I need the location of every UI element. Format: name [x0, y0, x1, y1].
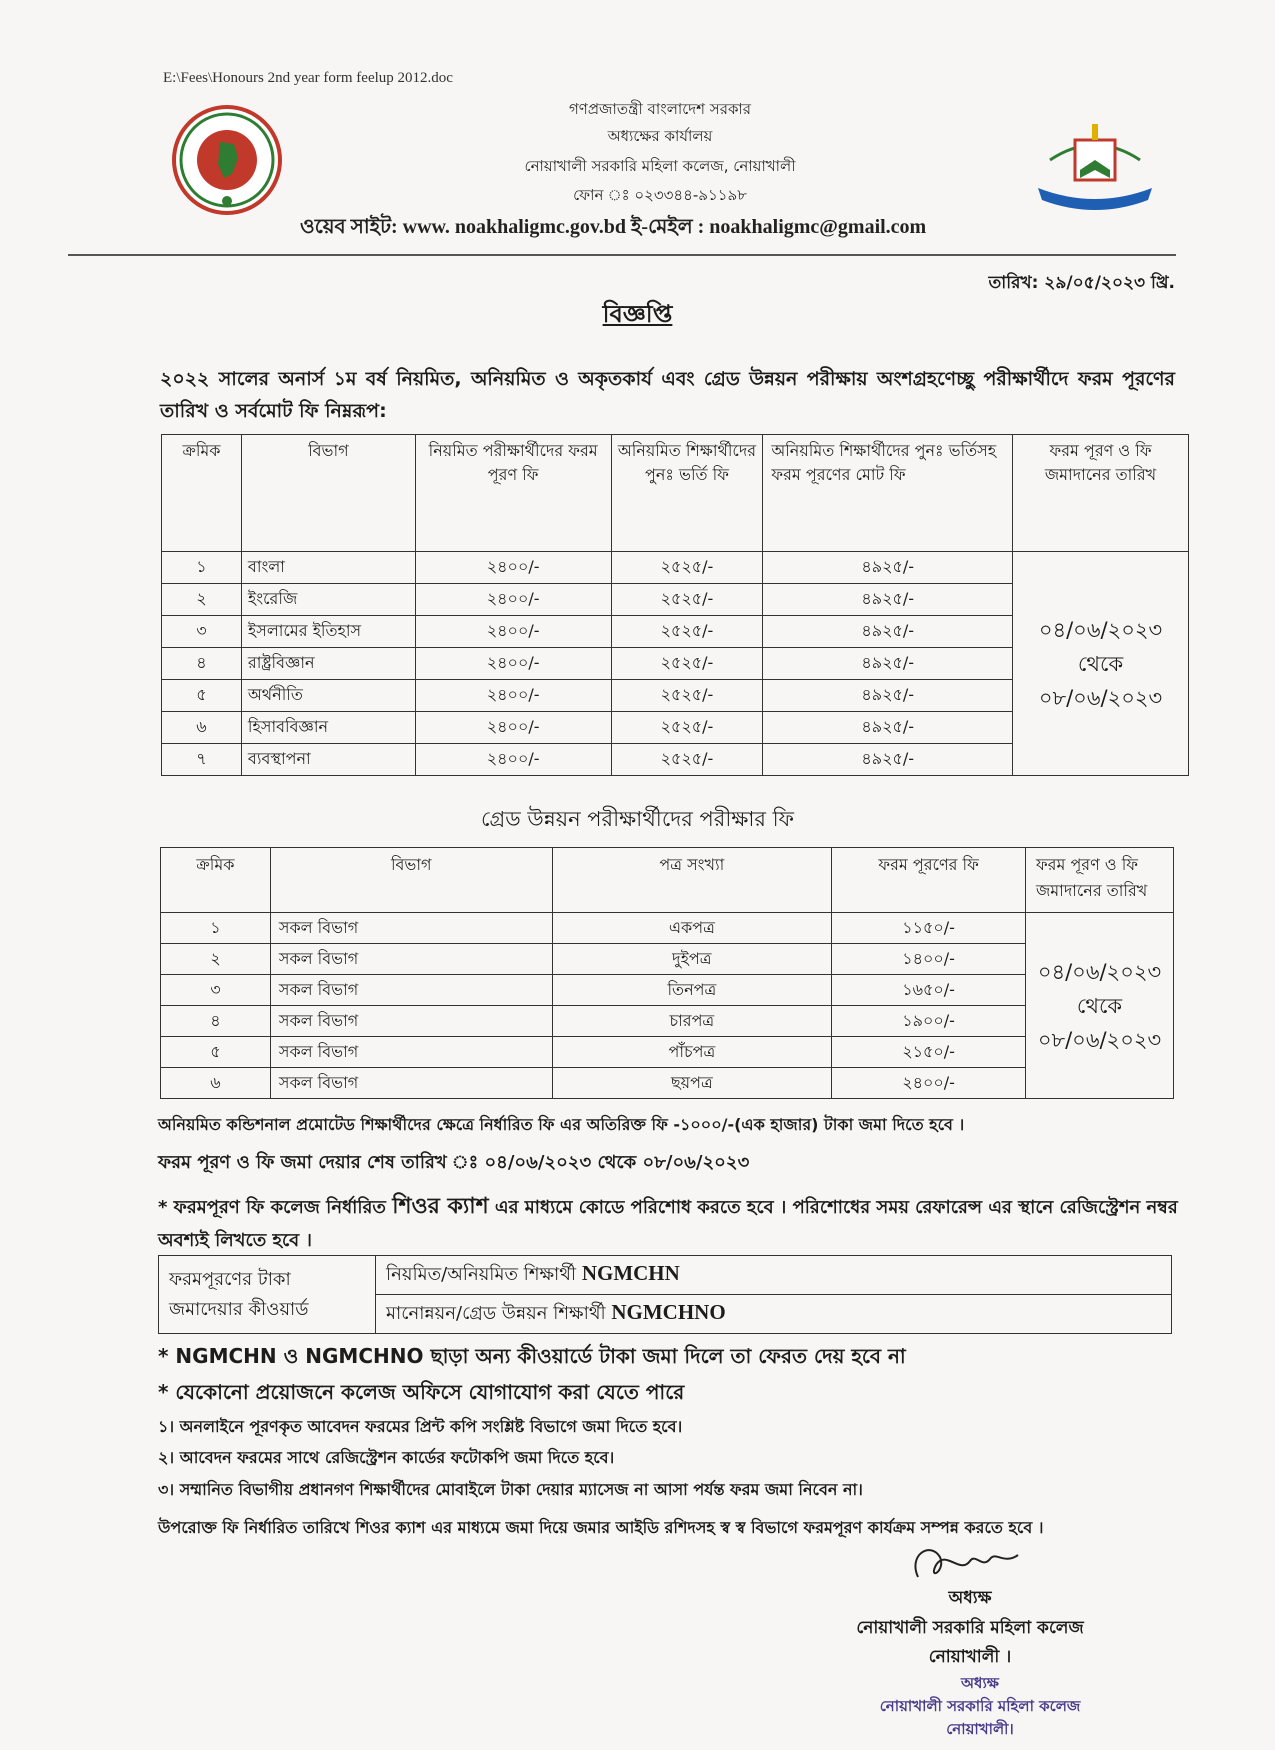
col-date: ফরম পূরণ ও ফি জমাদানের তারিখ	[1025, 848, 1173, 913]
col-readmission-fee: অনিয়মিত শিক্ষার্থীদের পুনঃ ভর্তি ফি	[611, 435, 763, 552]
cell-form-fee: ১৪০০/-	[832, 944, 1026, 975]
cell-form-fee: ২৪০০/-	[832, 1068, 1026, 1099]
stamp-title: অধ্যক্ষ	[961, 1674, 999, 1692]
col-form-fee: ফরম পূরণের ফি	[832, 848, 1026, 913]
table-row	[162, 552, 1189, 584]
cell-paper-count: তিনপত্র	[552, 975, 832, 1006]
website-email: ওয়েব সাইট: www. noakhaligmc.gov.bd ই-মেইল : noakhaligmc@gmail.com	[300, 216, 927, 238]
keyword-table	[158, 1255, 1172, 1334]
col-total-fee: অনিয়মিত শিক্ষার্থীদের পুনঃ ভর্তিসহ ফরম পূরণের মোট ফি	[763, 435, 1013, 552]
file-path: E:\Fees\Honours 2nd year form feelup 2012.doc	[163, 70, 453, 86]
cell-total-fee: ৪৯২৫/-	[763, 648, 1013, 680]
grade-improvement-title: গ্রেড উন্নয়ন পরীক্ষার্থীদের পরীক্ষার ফি	[480, 807, 795, 831]
regular-fee-table	[161, 434, 1189, 776]
table-row	[161, 1068, 1174, 1099]
cell-readmission-fee: ২৫২৫/-	[611, 744, 763, 776]
col-serial: ক্রমিক	[162, 435, 242, 552]
cell-department: সকল বিভাগ	[270, 944, 552, 975]
cell-serial: ৬	[161, 1068, 271, 1099]
table-row	[161, 1037, 1174, 1068]
cell-readmission-fee: ২৫২৫/-	[611, 712, 763, 744]
header-divider	[68, 254, 1176, 256]
cell-total-fee: ৪৯২৫/-	[763, 616, 1013, 648]
keyword-warning: * NGMCHN ও NGMCHNO ছাড়া অন্য কীওয়ার্ডে টাকা জমা দিলে তা ফেরত দেয় হবে না	[158, 1344, 906, 1368]
notice-title: বিজ্ঞপ্তি	[602, 300, 673, 328]
cell-serial: ৬	[162, 712, 242, 744]
list-item: ১। অনলাইনে পূরণকৃত আবেদন ফরমের প্রিন্ট কপি সংশ্লিষ্ট বিভাগে জমা দিতে হবে।	[158, 1417, 683, 1436]
cell-total-fee: ৪৯২৫/-	[763, 712, 1013, 744]
cell-serial: ৫	[162, 680, 242, 712]
signature-place: নোয়াখালী ।	[928, 1647, 1012, 1667]
table-row	[161, 1006, 1174, 1037]
cell-readmission-fee: ২৫২৫/-	[611, 552, 763, 584]
grade-improvement-table	[160, 847, 1174, 1099]
cell-department: ইংরেজি	[241, 584, 415, 616]
cell-department: সকল বিভাগ	[270, 975, 552, 1006]
keyword-regular: নিয়মিত/অনিয়মিত শিক্ষার্থী NGMCHN	[376, 1256, 1172, 1295]
cell-total-fee: ৪৯২৫/-	[763, 552, 1013, 584]
cell-form-fee: ১৬৫০/-	[832, 975, 1026, 1006]
table-row	[161, 975, 1174, 1006]
cell-serial: ৫	[161, 1037, 271, 1068]
notice-intro: ২০২২ সালের অনার্স ১ম বর্ষ নিয়মিত, অনিয়মিত ও অকৃতকার্য এবং গ্রেড উন্নয়ন পরীক্ষায় অংশগ্রহণেচ্ছু পরীক্ষার্থীদে ফরম পূরণের তারিখ ও সর্বমোট ফি নিম্নরূপ:	[160, 368, 1175, 422]
cell-department: হিসাববিজ্ঞান	[241, 712, 415, 744]
cell-paper-count: একপত্র	[552, 913, 832, 944]
cell-serial: ৩	[162, 616, 242, 648]
cell-serial: ১	[162, 552, 242, 584]
payment-instruction: * ফরমপূরণ ফি কলেজ নির্ধারিত শিওর ক্যাশ এর মাধ্যমে কোডে পরিশোধ করতে হবে । পরিশোধের সময় রেফারেন্স এর স্থানে রেজিস্ট্রেশন নম্বর অবশ্যই লিখতে হবে ।	[158, 1194, 1178, 1251]
list-item: ২। আবেদন ফরমের সাথে রেজিস্ট্রেশন কার্ডের ফটোকপি জমা দিতে হবে।	[158, 1448, 615, 1467]
col-department: বিভাগ	[241, 435, 415, 552]
college-emblem-icon	[1030, 100, 1160, 220]
cell-serial: ৩	[161, 975, 271, 1006]
bangladesh-govt-seal	[168, 104, 286, 216]
contact-office-note: * যেকোনো প্রয়োজনে কলেজ অফিসে যোগাযোগ করা যেতে পারে	[158, 1380, 685, 1404]
notice-date: তারিখ: ২৯/০৫/২০২৩ খ্রি.	[988, 273, 1175, 293]
cell-department: সকল বিভাগ	[270, 1068, 552, 1099]
cell-department: ব্যবস্থাপনা	[241, 744, 415, 776]
list-item: ৩। সম্মানিত বিভাগীয় প্রধানগণ শিক্ষার্থীদের মোবাইলে টাকা দেয়ার ম্যাসেজ না আসা পর্যন্ত ফরম জমা নিবেন না।	[158, 1480, 863, 1499]
cell-serial: ৭	[162, 744, 242, 776]
cell-serial: ২	[162, 584, 242, 616]
cell-paper-count: ছয়পত্র	[552, 1068, 832, 1099]
cell-paper-count: দুইপত্র	[552, 944, 832, 975]
cell-department: ইসলামের ইতিহাস	[241, 616, 415, 648]
cell-serial: ২	[161, 944, 271, 975]
cell-form-fee: ২১৫০/-	[832, 1037, 1026, 1068]
col-regular-fee: নিয়মিত পরীক্ষার্থীদের ফরম পূরণ ফি	[415, 435, 611, 552]
cell-paper-count: চারপত্র	[552, 1006, 832, 1037]
cell-serial: ৪	[162, 648, 242, 680]
table-header-row	[161, 848, 1174, 913]
table-header-row	[162, 435, 1189, 552]
col-date: ফরম পূরণ ও ফি জমাদানের তারিখ	[1013, 435, 1189, 552]
cell-regular-fee: ২৪০০/-	[415, 552, 611, 584]
cell-date-range: ০৪/০৬/২০২৩ থেকে ০৮/০৬/২০২৩	[1025, 913, 1173, 1099]
cell-regular-fee: ২৪০০/-	[415, 616, 611, 648]
cell-regular-fee: ২৪০০/-	[415, 648, 611, 680]
keyword-improvement: মানোন্নয়ন/গ্রেড উন্নয়ন শিক্ষার্থী NGMCHNO	[376, 1295, 1172, 1334]
col-serial: ক্রমিক	[161, 848, 271, 913]
cell-department: সকল বিভাগ	[270, 1037, 552, 1068]
cell-department: অর্থনীতি	[241, 680, 415, 712]
final-instruction: উপরোক্ত ফি নির্ধারিত তারিখে শিওর ক্যাশ এর মাধ্যমে জমা দিয়ে জমার আইডি রশিদসহ স্ব স্ব বিভাগে ফরমপূরণ কার্যক্রম সম্পন্ন করতে হবে ।	[158, 1518, 1044, 1537]
cell-paper-count: পাঁচপত্র	[552, 1037, 832, 1068]
stamp-college: নোয়াখালী সরকারি মহিলা কলেজ	[879, 1697, 1081, 1715]
cell-form-fee: ১১৫০/-	[832, 913, 1026, 944]
cell-department: রাষ্ট্রবিজ্ঞান	[241, 648, 415, 680]
cell-total-fee: ৪৯২৫/-	[763, 744, 1013, 776]
col-department: বিভাগ	[270, 848, 552, 913]
govt-name: গণপ্রজাতন্ত্রী বাংলাদেশ সরকার	[568, 100, 752, 118]
cell-readmission-fee: ২৫২৫/-	[611, 648, 763, 680]
cell-form-fee: ১৯০০/-	[832, 1006, 1026, 1037]
cell-regular-fee: ২৪০০/-	[415, 744, 611, 776]
cell-total-fee: ৪৯২৫/-	[763, 584, 1013, 616]
extra-fee-note: অনিয়মিত কন্ডিশনাল প্রমোটেড শিক্ষার্থীদের ক্ষেত্রে নির্ধারিত ফি এর অতিরিক্ত ফি -১০০০/-(এক হাজার) টাকা জমা দিতে হবে ।	[158, 1115, 965, 1134]
cell-total-fee: ৪৯২৫/-	[763, 680, 1013, 712]
principal-title: অধ্যক্ষ	[948, 1588, 992, 1608]
stamp-place: নোয়াখালী।	[946, 1720, 1014, 1738]
cell-department: বাংলা	[241, 552, 415, 584]
last-date-note: ফরম পূরণ ও ফি জমা দেয়ার শেষ তারিখ ঃ ০৪/০৬/২০২৩ থেকে ০৮/০৬/২০২৩	[158, 1152, 750, 1173]
cell-readmission-fee: ২৫২৫/-	[611, 680, 763, 712]
cell-department: সকল বিভাগ	[270, 1006, 552, 1037]
sure-cash-label: শিওর ক্যাশ	[392, 1194, 489, 1219]
office-name: অধ্যক্ষের কার্যালয়	[607, 127, 713, 145]
phone-number: ফোন ঃ ০২৩৩৪৪-৯১১৯৮	[573, 186, 747, 204]
table-row	[161, 913, 1174, 944]
cell-regular-fee: ২৪০০/-	[415, 712, 611, 744]
cell-department: সকল বিভাগ	[270, 913, 552, 944]
college-name: নোয়াখালী সরকারি মহিলা কলেজ, নোয়াখালী	[524, 157, 796, 175]
signature-college: নোয়াখালী সরকারি মহিলা কলেজ	[856, 1618, 1084, 1638]
cell-readmission-fee: ২৫২৫/-	[611, 584, 763, 616]
cell-regular-fee: ২৪০০/-	[415, 680, 611, 712]
cell-serial: ৪	[161, 1006, 271, 1037]
table-row	[161, 944, 1174, 975]
cell-regular-fee: ২৪০০/-	[415, 584, 611, 616]
cell-serial: ১	[161, 913, 271, 944]
cell-date-range: ০৪/০৬/২০২৩ থেকে ০৮/০৬/২০২৩	[1013, 552, 1189, 776]
keyword-label: ফরমপূরণের টাকা জমাদেয়ার কীওয়ার্ড	[159, 1256, 376, 1334]
col-paper-count: পত্র সংখ্যা	[552, 848, 832, 913]
cell-readmission-fee: ২৫২৫/-	[611, 616, 763, 648]
principal-signature	[900, 1535, 1040, 1590]
